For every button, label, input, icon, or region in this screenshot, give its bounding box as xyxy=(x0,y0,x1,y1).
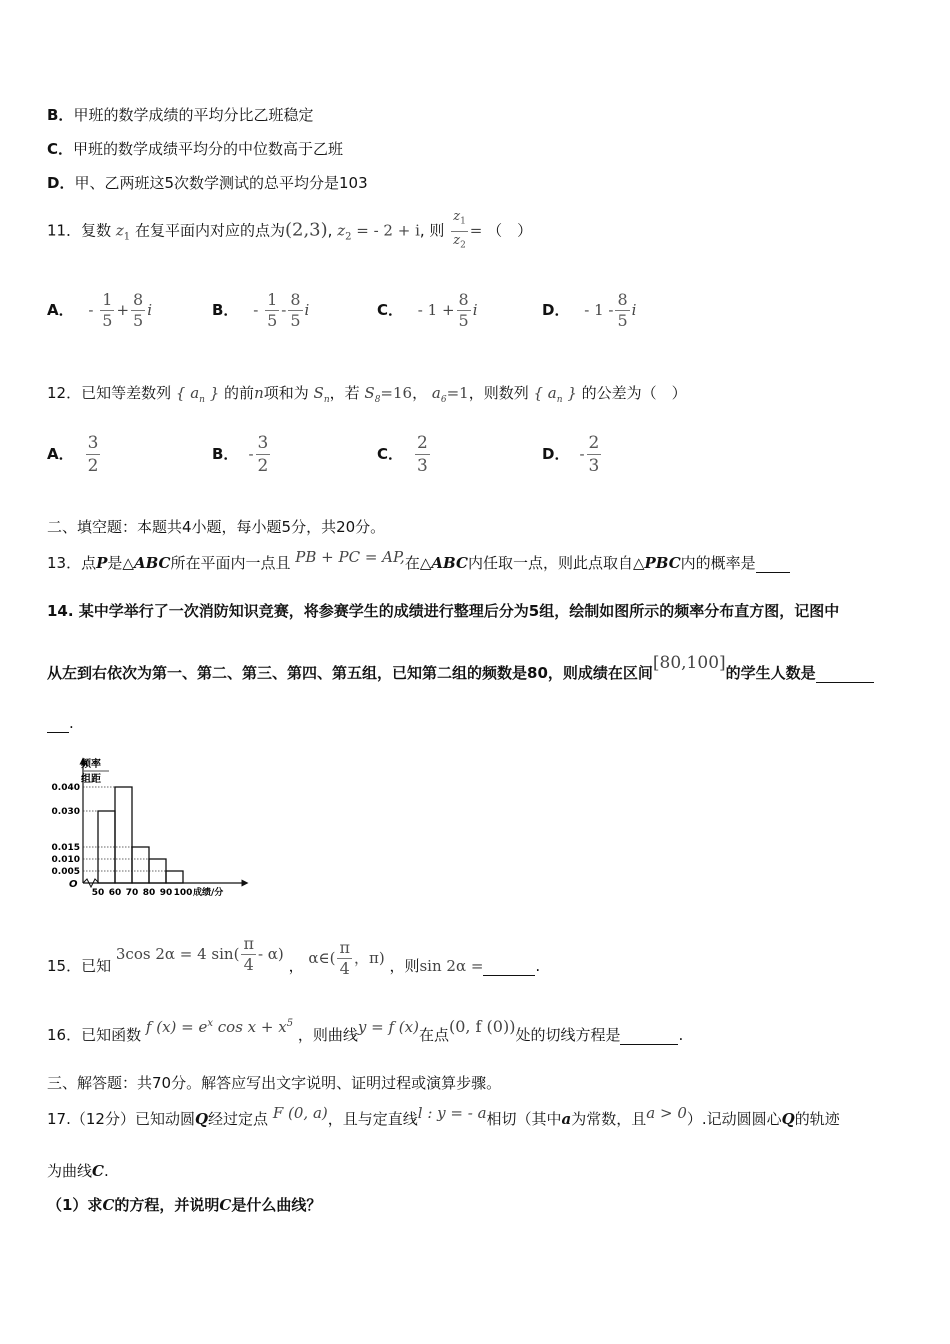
imag-unit: i xyxy=(472,301,478,319)
answer-paren: （ ） xyxy=(487,221,533,240)
a6-val: =1 xyxy=(446,384,469,402)
q11-option-a xyxy=(47,290,152,331)
question-12 xyxy=(47,382,687,405)
question-number: 12． xyxy=(47,384,82,402)
q13-text-1: 点 xyxy=(81,554,97,572)
histogram-bar xyxy=(149,859,166,883)
s8-val: =16 xyxy=(380,384,413,402)
sub: 1 xyxy=(123,231,131,243)
q17-text-4: 相切（其中 xyxy=(486,1110,562,1128)
exp: x xyxy=(207,1018,213,1029)
question-13 xyxy=(47,548,790,573)
q10-option-d xyxy=(47,172,368,193)
point-p: P xyxy=(96,554,108,572)
f-part: f (x) = e xyxy=(145,1018,208,1036)
q14-line-1: 14. 某中学举行了一次消防知识竞赛，将参赛学生的成绩进行整理后分为5组，绘制如图所示的频率分布直方图，记图中 xyxy=(47,602,840,620)
sum-sn: $S_n$ xyxy=(313,384,330,405)
den: 5 xyxy=(102,311,113,330)
question-11 xyxy=(47,208,532,254)
sub: n xyxy=(323,395,330,405)
n-var: n xyxy=(254,384,264,402)
den: 4 xyxy=(339,959,350,978)
den: 5 xyxy=(133,311,144,330)
question-number: 17. xyxy=(47,1110,71,1128)
sub: n xyxy=(199,395,205,405)
sign: - 1 + xyxy=(417,301,455,319)
x-tick-label: 100 xyxy=(173,888,193,898)
option-label: C． xyxy=(377,445,404,463)
answer-blank xyxy=(620,1026,678,1045)
seq-an: { $a_n$ } xyxy=(533,384,577,405)
s8: $S_8$ xyxy=(364,384,381,405)
period: . xyxy=(678,1026,684,1044)
y-tick-label: 0.030 xyxy=(51,807,80,817)
vector-eq: PB + PC = AP, xyxy=(295,548,405,566)
sub: 2 xyxy=(460,240,466,251)
den: 5 xyxy=(267,311,278,330)
num: 1 xyxy=(267,290,278,309)
q12-text-3: 项和为 xyxy=(263,384,309,402)
frequency-histogram xyxy=(45,755,255,905)
sign: - 1 - xyxy=(584,301,614,319)
question-15 xyxy=(47,934,541,987)
q14-text-a: 从左到右依次为第一、第二、第三、第四、第五组，已知第二组的频数是80，则成绩在区间 xyxy=(47,664,653,682)
answer-blank xyxy=(483,957,535,976)
num: 3 xyxy=(87,433,99,453)
x-tick-label: 60 xyxy=(108,888,122,898)
option-text: 甲班的数学成绩平均分的中位数高于乙班 xyxy=(73,140,344,158)
circle-q: Q xyxy=(781,1110,795,1128)
q12-option-c xyxy=(377,432,432,477)
q11-option-d xyxy=(542,290,636,331)
sign: - xyxy=(253,301,259,319)
z2: z xyxy=(337,221,346,240)
sin2a: sin 2α = xyxy=(419,957,484,975)
q10-option-b xyxy=(47,104,313,125)
section-2-heading: 二、填空题：本题共4小题，每小题5分，共20分。 xyxy=(47,518,386,536)
num: 2 xyxy=(417,433,428,453)
num: 8 xyxy=(133,290,144,309)
imag-unit: i xyxy=(147,301,153,319)
period: . xyxy=(69,714,74,732)
fixed-line: l : y = - a xyxy=(417,1104,487,1122)
op: + xyxy=(116,301,130,319)
q15-text-3: ，则 xyxy=(389,957,420,975)
y-label-bottom: 组距 xyxy=(81,774,101,785)
op: - xyxy=(281,301,287,319)
sign: - xyxy=(88,301,94,319)
question-17 xyxy=(47,1104,840,1129)
num: 3 xyxy=(257,433,269,453)
sign: - xyxy=(248,445,254,463)
eq-left: 3cos 2α = 4 sin( xyxy=(115,945,240,963)
q17-line-2 xyxy=(47,1160,109,1181)
sep: ， xyxy=(288,957,304,975)
num: 8 xyxy=(290,290,301,309)
den: 3 xyxy=(417,456,428,476)
y-tick-label: 0.015 xyxy=(51,843,80,853)
question-16 xyxy=(47,1017,684,1045)
z: z xyxy=(453,209,461,224)
q17-text-3: ，且与定直线 xyxy=(327,1110,418,1128)
period: . xyxy=(103,1162,109,1180)
q13-text-6: 内的概率是 xyxy=(680,554,756,572)
f-part: cos x + x xyxy=(217,1018,287,1036)
z: z xyxy=(453,232,461,248)
answer-blank xyxy=(756,554,790,573)
interval: [80,100] xyxy=(652,653,726,673)
range-right: ，π) xyxy=(353,949,385,967)
den: 2 xyxy=(257,456,269,476)
q13-text-2: 是△ xyxy=(107,554,134,572)
option-text: 甲班的数学成绩的平均分比乙班稳定 xyxy=(73,106,314,124)
part-text: 是什么曲线？ xyxy=(231,1196,322,1214)
eq: = xyxy=(469,221,483,240)
num: 8 xyxy=(458,290,469,309)
sign: - xyxy=(579,445,585,463)
histogram-bar xyxy=(115,787,132,883)
fixed-point: F (0, a) xyxy=(272,1104,328,1122)
z2-eq: = - 2 + i xyxy=(356,221,420,240)
q14-text-b: 的学生人数是 xyxy=(725,664,816,682)
curve-c: C xyxy=(102,1196,115,1214)
y-tick-label: 0.010 xyxy=(51,855,80,865)
num: 2 xyxy=(588,433,600,453)
q11-text-1: 复数 xyxy=(81,221,112,240)
period: . xyxy=(535,957,541,975)
histogram-bar xyxy=(132,847,149,883)
q13-text-5: 内任取一点，则此点取自△ xyxy=(467,554,645,572)
q17-text-5: 为常数，且 xyxy=(571,1110,647,1128)
answer-blank xyxy=(816,664,874,683)
imag-unit: i xyxy=(304,301,310,319)
q12-text-4: ，若 xyxy=(329,384,360,402)
num: π xyxy=(339,938,350,957)
option-text: 甲、乙两班这5次数学测试的总平均分是103 xyxy=(74,174,368,192)
q16-text-1: 已知函数 xyxy=(81,1026,142,1044)
a-var: a xyxy=(561,1110,572,1128)
q16-text-3: 在点 xyxy=(418,1026,449,1044)
point: (2,3) xyxy=(284,219,328,241)
function-def xyxy=(146,1018,293,1036)
q15-text-1: 已知 xyxy=(81,957,112,975)
sub: 1 xyxy=(460,216,466,227)
num: π xyxy=(243,934,254,953)
y-tick-label: 0.040 xyxy=(51,783,80,793)
option-label: D． xyxy=(47,174,75,192)
den: 2 xyxy=(87,456,99,476)
q10-option-c xyxy=(47,138,343,159)
q13-text-4: 在△ xyxy=(404,554,432,572)
option-label: A． xyxy=(47,301,74,319)
q12-text-2: 的前 xyxy=(224,384,255,402)
triangle-abc: ABC xyxy=(133,554,171,572)
option-label: B． xyxy=(47,106,74,124)
q12-option-b xyxy=(212,432,272,477)
triangle-abc: ABC xyxy=(431,554,468,572)
triangle-pbc: PBC xyxy=(644,554,681,572)
q13-text-3: 所在平面内一点且 xyxy=(170,554,291,572)
option-label: D． xyxy=(542,445,570,463)
z-ratio xyxy=(451,208,468,254)
option-label: D． xyxy=(542,301,570,319)
q11-text-4: , 则 xyxy=(419,221,445,240)
option-label: A． xyxy=(47,445,74,463)
a6: $a_6$ xyxy=(431,384,447,405)
q12-option-d xyxy=(542,432,603,477)
question-number: 16． xyxy=(47,1026,82,1044)
option-label: B． xyxy=(212,301,239,319)
x-tick-label: 80 xyxy=(142,888,156,898)
option-label: B． xyxy=(212,445,239,463)
q17-text-7: 的轨迹 xyxy=(794,1110,840,1128)
y-label-top: 频率 xyxy=(81,759,101,770)
q16-text-2: ，则曲线 xyxy=(297,1026,358,1044)
num: 8 xyxy=(617,290,628,309)
option-label: C． xyxy=(377,301,404,319)
z1: z xyxy=(115,221,124,240)
q11-option-b xyxy=(212,290,309,331)
question-number: 11． xyxy=(47,221,82,240)
den: 5 xyxy=(290,311,301,330)
sub: 2 xyxy=(345,231,352,243)
q12-option-a xyxy=(47,432,102,477)
origin-label: O xyxy=(69,879,78,890)
den: 4 xyxy=(243,955,254,974)
condition: a > 0 xyxy=(646,1104,687,1122)
y-tick-label: 0.005 xyxy=(51,867,80,877)
circle-q: Q xyxy=(194,1110,209,1128)
q11-option-c xyxy=(377,290,478,331)
part-text: 的方程，并说明 xyxy=(114,1196,220,1214)
histogram-bar xyxy=(98,811,115,883)
x-axis-label: 成绩/分 xyxy=(193,888,224,898)
q17-text-2: 经过定点 xyxy=(208,1110,269,1128)
q12-text-1: 已知等差数列 xyxy=(81,384,172,402)
x-tick-label: 90 xyxy=(159,888,173,898)
den: 5 xyxy=(617,311,628,330)
part-text: （1）求 xyxy=(47,1196,103,1214)
q14-line-2 xyxy=(47,653,874,683)
q17-part-1 xyxy=(47,1194,321,1215)
question-number: 13． xyxy=(47,554,82,572)
option-label: C． xyxy=(47,140,74,158)
q17-text-1: 已知动圆 xyxy=(134,1110,195,1128)
seq-an: { $a_n$ } xyxy=(175,384,220,405)
imag-unit: i xyxy=(631,301,637,319)
point: (0, f (0)) xyxy=(448,1017,516,1036)
q17-text: 为曲线 xyxy=(47,1162,93,1180)
answer-blank xyxy=(47,714,69,733)
eq-right: - α) xyxy=(257,945,284,963)
den: 3 xyxy=(588,456,600,476)
curve-c: C xyxy=(219,1196,232,1214)
sep: , xyxy=(327,221,338,240)
curve-c: C xyxy=(92,1162,104,1180)
x-tick-label: 70 xyxy=(125,888,139,898)
alpha-range xyxy=(308,938,385,978)
q12-text-7: 的公差为（ ） xyxy=(581,384,687,402)
x-tick-label: 50 xyxy=(91,888,105,898)
question-number: 15． xyxy=(47,957,82,975)
given-eq xyxy=(115,934,284,974)
q17-text-6: ）.记动圆圆心 xyxy=(686,1110,782,1128)
sub: n xyxy=(556,395,563,405)
histogram-bar xyxy=(166,871,183,883)
section-3-heading: 三、解答题：共70分。解答应写出文字说明、证明过程或演算步骤。 xyxy=(47,1074,502,1092)
sep: ， xyxy=(412,384,428,402)
score: （12分） xyxy=(70,1110,135,1128)
num: 1 xyxy=(102,290,113,309)
q12-text-6: ，则数列 xyxy=(468,384,529,402)
q16-text-4: 处的切线方程是 xyxy=(515,1026,621,1044)
den: 5 xyxy=(458,311,469,330)
q14-line-3 xyxy=(47,714,74,733)
range-left: α∈( xyxy=(308,949,336,967)
exp: 5 xyxy=(286,1018,294,1029)
q11-text-2: 在复平面内对应的点为 xyxy=(134,221,285,240)
curve: y = f (x) xyxy=(357,1018,419,1036)
